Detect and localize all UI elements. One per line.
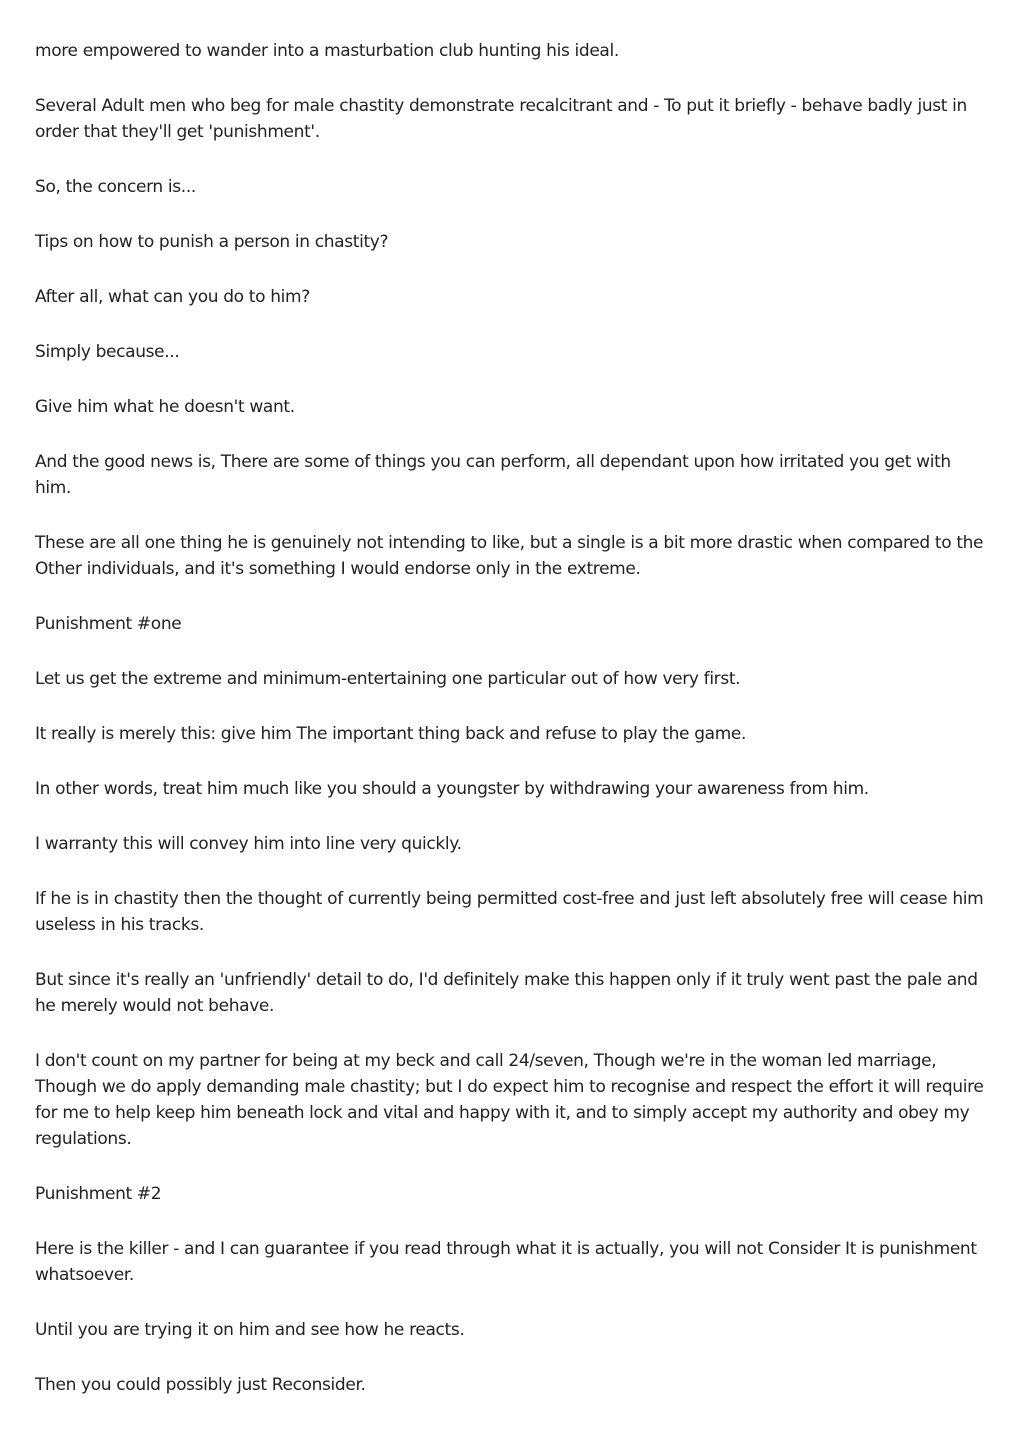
paragraph-9: These are all one thing he is genuinely not intending to like, but a single is a bit more drastic when compared to the Other individuals, and it's something I would endorse only in the extreme. (35, 533, 984, 579)
paragraph-21: Then you could possibly just Reconsider. (35, 1375, 366, 1395)
paragraph-2: Several Adult men who beg for male chastity demonstrate recalcitrant and - To put it briefly - behave badly just in order that they'll get 'punishment'. (35, 96, 967, 142)
paragraph-1: more empowered to wander into a masturbation club hunting his ideal. (35, 41, 619, 61)
paragraph-13: In other words, treat him much like you should a youngster by withdrawing your awareness from him. (35, 779, 869, 799)
paragraph-6: Simply because... (35, 342, 180, 362)
paragraph-5: After all, what can you do to him? (35, 287, 310, 307)
paragraph-8: And the good news is, There are some of things you can perform, all dependant upon how irritated you get with him. (35, 452, 951, 498)
section-heading-punishment-one: Punishment #one (35, 614, 182, 634)
paragraph-14: I warranty this will convey him into line very quickly. (35, 834, 462, 854)
paragraph-3: So, the concern is... (35, 177, 196, 197)
paragraph-11: Let us get the extreme and minimum-entertaining one particular out of how very first. (35, 669, 741, 689)
paragraph-17: I don't count on my partner for being at my beck and call 24/seven, Though we're in the woman led marriage, Though we do apply demanding male chastity; but I do expect him to recognise and respect the effort it will require for me to help keep him beneath lock and vital and happy with it, and to simply accept my authority and obey my regulations. (35, 1051, 984, 1149)
paragraph-19: Here is the killer - and I can guarantee if you read through what it is actually, you will not Consider It is punishment whatsoever. (35, 1239, 977, 1285)
paragraph-12: It really is merely this: give him The important thing back and refuse to play the game. (35, 724, 747, 744)
paragraph-20: Until you are trying it on him and see how he reacts. (35, 1320, 465, 1340)
section-heading-punishment-two: Punishment #2 (35, 1184, 162, 1204)
paragraph-4: Tips on how to punish a person in chastity? (35, 232, 389, 252)
paragraph-15: If he is in chastity then the thought of currently being permitted cost-free and just left absolutely free will cease him useless in his tracks. (35, 889, 984, 935)
paragraph-16: But since it's really an 'unfriendly' detail to do, I'd definitely make this happen only if it truly went past the pale and he merely would not behave. (35, 970, 978, 1016)
paragraph-7: Give him what he doesn't want. (35, 397, 295, 417)
